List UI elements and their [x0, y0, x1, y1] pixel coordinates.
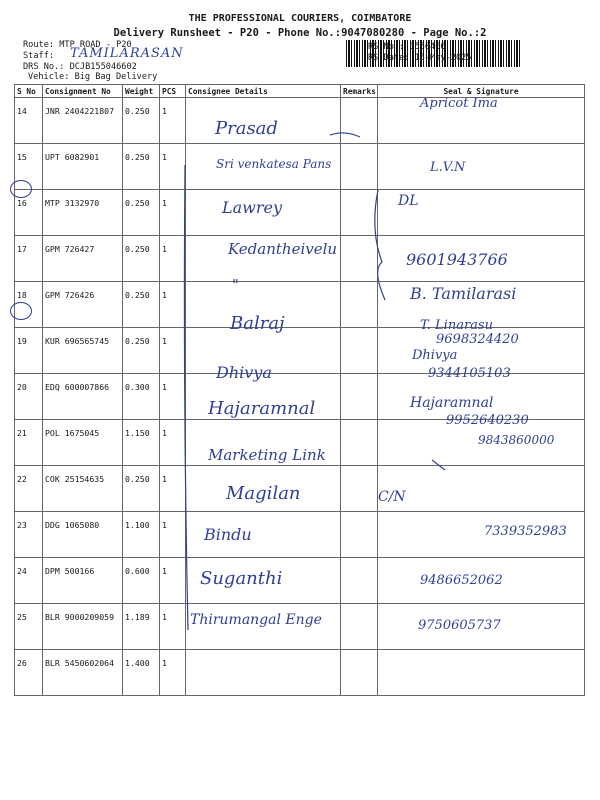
- pen-brace-mark: [375, 190, 385, 300]
- cell-sno: 25: [15, 604, 43, 650]
- cell-pcs: 1: [160, 144, 186, 190]
- drs-number: DRS No.: DCJB155046602: [23, 62, 137, 72]
- signature-phone: 9486652062: [420, 573, 503, 588]
- consignee-handwriting: Balraj: [230, 313, 285, 334]
- signature-phone: 9843860000: [478, 433, 555, 447]
- cell-pcs: 1: [160, 604, 186, 650]
- cell-weight: 1.400: [123, 650, 160, 696]
- cell-sno: 19: [15, 328, 43, 374]
- signature-handwriting: L.V.N: [430, 160, 466, 175]
- signature-handwriting: Apricot Ima: [420, 96, 498, 111]
- cell-consignment: GPM 726427: [43, 236, 123, 282]
- cell-pcs: 1: [160, 558, 186, 604]
- col-weight-header: Weight: [123, 85, 160, 98]
- cell-consignment: KUR 696565745: [43, 328, 123, 374]
- cell-sno: 23: [15, 512, 43, 558]
- cell-weight: 0.600: [123, 558, 160, 604]
- cell-weight: 0.300: [123, 374, 160, 420]
- pen-stroke: [432, 460, 445, 470]
- staff-label: Staff:: [23, 51, 55, 61]
- cell-pcs: 1: [160, 236, 186, 282]
- consignee-handwriting: Marketing Link: [208, 446, 326, 464]
- cell-weight: 0.250: [123, 466, 160, 512]
- cell-consignment: DDG 1065080: [43, 512, 123, 558]
- cell-consignment: JNR 2404221807: [43, 98, 123, 144]
- cell-weight: 0.250: [123, 98, 160, 144]
- cell-pcs: 1: [160, 190, 186, 236]
- cell-pcs: 1: [160, 98, 186, 144]
- col-seal-header: Seal & Signature: [378, 85, 585, 98]
- vehicle-label: Vehicle: Big Bag Delivery: [28, 72, 158, 82]
- signature-handwriting: Dhivya: [412, 348, 458, 363]
- cell-consignment: POL 1675045: [43, 420, 123, 466]
- consignee-handwriting: Prasad: [215, 118, 278, 139]
- consignee-handwriting: Hajaramnal: [208, 398, 316, 419]
- cell-consignment: GPM 726426: [43, 282, 123, 328]
- cell-weight: 0.250: [123, 328, 160, 374]
- runsheet-subtitle: Delivery Runsheet - P20 - Phone No.:9047080280 - Page No.:2: [113, 27, 487, 39]
- cell-pcs: 1: [160, 282, 186, 328]
- cell-pcs: 1: [160, 512, 186, 558]
- signature-phone: 9344105103: [428, 366, 511, 381]
- cell-sno: 18: [15, 282, 43, 328]
- consignee-handwriting: Thirumangal Enge: [190, 612, 322, 628]
- cell-sno: 16: [15, 190, 43, 236]
- consignee-handwriting: Bindu: [204, 525, 252, 544]
- consignee-handwriting: Dhivya: [216, 363, 272, 382]
- signature-handwriting: B. Tamilarasi: [410, 284, 517, 303]
- col-consignee-header: Consignee Details: [186, 85, 341, 98]
- route-label: Route: MTP ROAD - P20: [23, 40, 132, 50]
- col-remarks-header: Remarks: [341, 85, 378, 98]
- cell-consignment: DPM 500166: [43, 558, 123, 604]
- cell-weight: 1.189: [123, 604, 160, 650]
- cell-pcs: 1: [160, 466, 186, 512]
- pen-dash-line: [184, 165, 188, 630]
- consignee-handwriting: Lawrey: [222, 198, 283, 217]
- cell-sno: 15: [15, 144, 43, 190]
- cell-weight: 1.150: [123, 420, 160, 466]
- signature-phone: 9750605737: [418, 618, 501, 633]
- cell-consignment: EDQ 600007866: [43, 374, 123, 420]
- signature-handwriting: DL: [398, 193, 419, 209]
- cell-pcs: 1: [160, 328, 186, 374]
- cell-weight: 0.250: [123, 190, 160, 236]
- col-consignment-header: Consignment No: [43, 85, 123, 98]
- cell-weight: 0.250: [123, 282, 160, 328]
- cell-pcs: 1: [160, 374, 186, 420]
- cell-sno: 22: [15, 466, 43, 512]
- cell-consignment: COK 25154635: [43, 466, 123, 512]
- col-sno-header: S No: [15, 85, 43, 98]
- rs-number: RS No.: 1550466: [368, 42, 446, 52]
- signature-phone: 9698324420: [436, 332, 519, 347]
- cell-weight: 0.250: [123, 236, 160, 282]
- consignee-handwriting: Kedantheivelu: [228, 240, 338, 258]
- cell-sno: 14: [15, 98, 43, 144]
- cell-consignment: BLR 5450602064: [43, 650, 123, 696]
- cell-pcs: 1: [160, 650, 186, 696]
- col-pcs-header: PCS: [160, 85, 186, 98]
- cell-pcs: 1: [160, 420, 186, 466]
- rs-date: RS Date: 15-May-2025: [368, 53, 472, 63]
- consignee-handwriting: ": [232, 276, 239, 294]
- consignee-handwriting: Sri venkatesa Pans: [216, 157, 332, 171]
- signature-phone: 9601943766: [406, 250, 508, 269]
- staff-signature: TAMILARASAN: [70, 46, 184, 61]
- consignee-handwriting: Magilan: [226, 483, 301, 504]
- cell-weight: 0.250: [123, 144, 160, 190]
- cell-sno: 21: [15, 420, 43, 466]
- signature-handwriting: Hajaramnal: [410, 395, 494, 411]
- cell-consignment: MTP 3132970: [43, 190, 123, 236]
- signature-handwriting: T. Linarasu: [420, 318, 493, 333]
- cell-sno: 24: [15, 558, 43, 604]
- cell-consignment: BLR 9000209059: [43, 604, 123, 650]
- signature-phone: 9952640230: [446, 413, 529, 428]
- pen-stroke: [330, 133, 360, 137]
- company-title: THE PROFESSIONAL COURIERS, COIMBATORE: [188, 13, 412, 24]
- cell-sno: 26: [15, 650, 43, 696]
- consignee-handwriting: Suganthi: [200, 568, 283, 589]
- signature-phone: 7339352983: [484, 524, 567, 539]
- cell-sno: 17: [15, 236, 43, 282]
- cell-weight: 1.100: [123, 512, 160, 558]
- cell-consignment: UPT 6082901: [43, 144, 123, 190]
- signature-handwriting: C/N: [378, 489, 406, 505]
- cell-sno: 20: [15, 374, 43, 420]
